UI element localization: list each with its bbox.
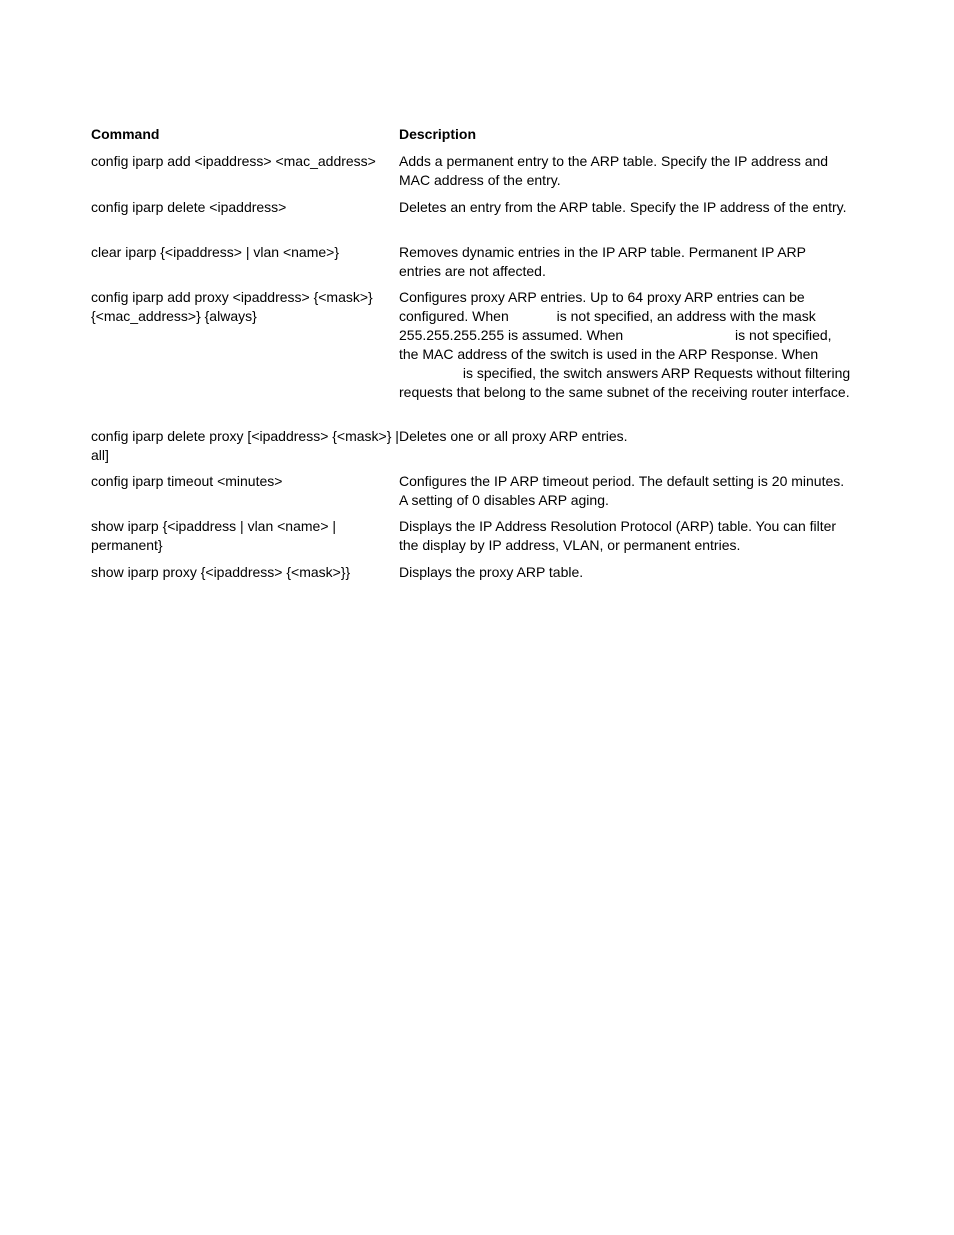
description-segment: is not specified, an address with the mask 255.255.255.255 is assumed. When xyxy=(399,308,816,343)
description-segment: is not specified, the MAC address of the switch is used in the ARP Response. When xyxy=(399,327,832,362)
description-cell: Configures the IP ARP timeout period. The default setting is 20 minutes. A setting of 0 disables ARP aging. xyxy=(399,473,845,508)
table-row xyxy=(91,472,851,517)
description-segment: Configures proxy ARP entries. Up to 64 proxy ARP entries can be configured. When xyxy=(399,289,805,324)
command-cell: config iparp delete <ipaddress> xyxy=(91,199,287,215)
table-header xyxy=(91,126,851,152)
command-cell: clear iparp {<ipaddress> | vlan <name>} xyxy=(91,244,340,260)
description-cell xyxy=(399,288,851,427)
table-row xyxy=(91,243,851,288)
description-column-header: Description xyxy=(399,126,477,142)
table-row xyxy=(91,288,851,427)
command-cell: config iparp delete proxy [<ipaddress> {<mask>} | all] xyxy=(91,428,399,463)
table-row xyxy=(91,517,851,563)
command-cell: config iparp add proxy <ipaddress> {<mask>} {<mac_address>} {always} xyxy=(91,289,373,324)
command-cell: show iparp {<ipaddress | vlan <name> | permanent} xyxy=(91,518,337,553)
command-column-header: Command xyxy=(91,126,160,142)
description-segment: is specified, the switch answers ARP Requests without filtering requests that belong to the same subnet of the receiving router interface. xyxy=(399,365,851,400)
command-cell: show iparp proxy {<ipaddress> {<mask>}} xyxy=(91,564,351,580)
description-cell: Deletes one or all proxy ARP entries. xyxy=(399,428,628,444)
description-cell: Removes dynamic entries in the IP ARP table. Permanent IP ARP entries are not affected. xyxy=(399,244,806,279)
description-cell: Displays the proxy ARP table. xyxy=(399,564,584,580)
command-table xyxy=(91,126,851,589)
description-cell: Displays the IP Address Resolution Protocol (ARP) table. You can filter the display by IP address, VLAN, or permanent entries. xyxy=(399,518,837,553)
description-cell: Adds a permanent entry to the ARP table. Specify the IP address and MAC address of the entry. xyxy=(399,153,829,188)
table-row xyxy=(91,427,851,472)
table-row xyxy=(91,198,851,243)
table-row xyxy=(91,563,851,589)
description-cell: Deletes an entry from the ARP table. Specify the IP address of the entry. xyxy=(399,199,847,215)
table-row xyxy=(91,152,851,198)
command-cell: config iparp timeout <minutes> xyxy=(91,473,283,489)
command-cell: config iparp add <ipaddress> <mac_address> xyxy=(91,153,376,169)
